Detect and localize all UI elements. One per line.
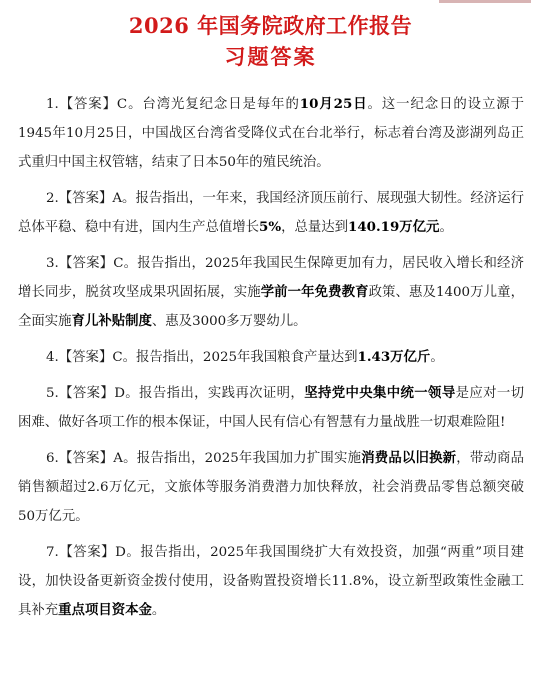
answer-text: 2.【答案】A。报告指出，一年来，我国经济顶压前行、展现强大韧性。经济运行总体平稳、稳中有进，国内生产总值增长 <box>18 191 524 235</box>
answer-item <box>18 379 524 437</box>
answer-keyword: 育儿补贴制度 <box>71 313 152 329</box>
answer-text: ，总量达到 <box>281 220 349 235</box>
answer-text: 。这一纪念日的设立源于1945年10月25日，中国战区台湾省受降仪式在台北举行，标志着台湾及澎湖列岛正式重归中国主权管辖，结束了日本50年的殖民统治。 <box>18 97 525 170</box>
answer-keyword: 学前一年免费教育 <box>260 284 369 300</box>
corner-decoration <box>439 0 531 3</box>
answer-text: 4.【答案】C。报告指出，2025年我国粮食产量达到 <box>46 350 358 365</box>
answer-keyword: 消费品以旧换新 <box>361 450 457 466</box>
answer-item <box>18 90 524 177</box>
title-line-2: 习题答案 <box>224 44 317 69</box>
answer-text: ，带动商品销售额超过2.6万亿元，文旅体等服务消费潜力加快释放，社会消费品零售总额突破50万亿元。 <box>18 451 525 524</box>
answer-item <box>18 444 524 531</box>
answer-text: 3.【答案】C。报告指出，2025年我国民生保障更加有力，居民收入增长和经济增长同步，脱贫攻坚成果巩固拓展，实施 <box>18 256 524 300</box>
answer-item <box>18 249 524 336</box>
answer-text: 是应对一切困难、做好各项工作的根本保证，中国人民有信心有智慧有力量战胜一切艰难险阻! <box>18 386 525 430</box>
answer-text: 7.【答案】D。报告指出，2025年我国围绕扩大有效投资，加强“两重”项目建设，加快设备更新资金拨付使用，设备购置投资增长11.8%，设立新型政策性金融工具补充 <box>18 545 524 618</box>
answer-text: 。 <box>430 350 444 365</box>
answer-keyword: 1.43万亿斤 <box>357 349 431 365</box>
answer-text: 。 <box>151 603 166 618</box>
answer-text: 、惠及3000多万婴幼儿。 <box>151 314 307 329</box>
answer-list <box>18 90 524 632</box>
answer-text: 5.【答案】D。报告指出，实践再次证明， <box>46 386 305 401</box>
answer-keyword: 140.19万亿元 <box>348 219 440 235</box>
answer-item <box>18 538 524 625</box>
answer-keyword: 10月25日 <box>299 96 368 112</box>
answer-keyword: 坚持党中央集中统一领导 <box>304 385 456 401</box>
answer-item <box>18 184 524 242</box>
title-line-1: 2026 年国务院政府工作报告 <box>128 13 413 38</box>
answer-keyword: 重点项目资本金 <box>58 602 152 618</box>
answer-text: 6.【答案】A。报告指出，2025年我国加力扩围实施 <box>46 451 362 466</box>
answer-item <box>18 343 524 372</box>
answer-text: 政策、惠及1400万儿童，全面实施 <box>18 285 525 329</box>
answer-keyword: 5% <box>259 219 282 235</box>
answer-text: 1.【答案】C。台湾光复纪念日是每年的 <box>46 97 300 112</box>
answer-text: 。 <box>439 220 453 235</box>
